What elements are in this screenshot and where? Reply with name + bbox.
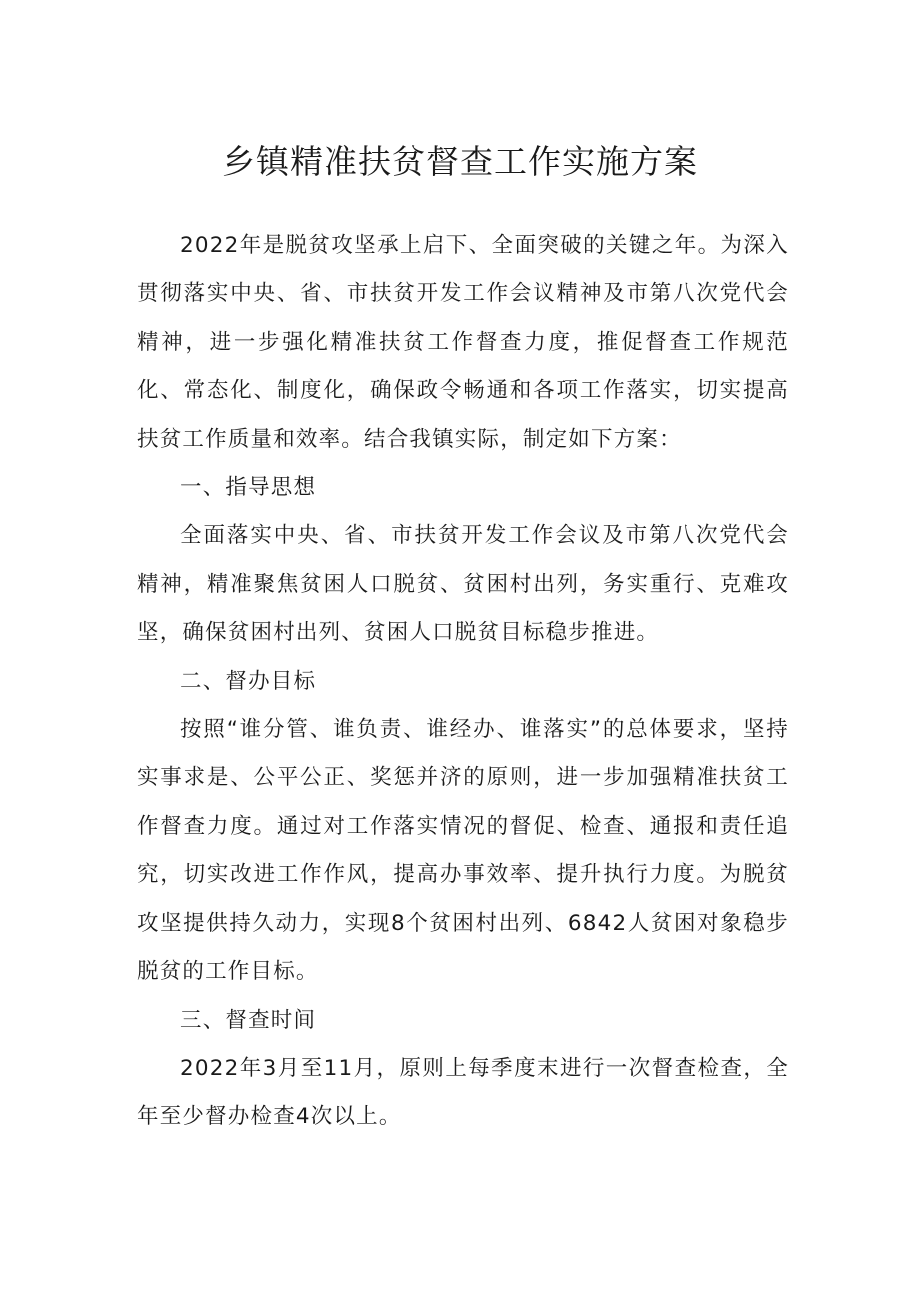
- guiding-ideology-paragraph: 全面落实中央、省、市扶贫开发工作会议及市第八次党代会精神，精准聚焦贫困人口脱贫、贫困村出列，务实重行、克难攻坚，确保贫困村出列、贫困人口脱贫目标稳步推进。: [137, 523, 789, 646]
- section-heading-supervision-goals: 二、督办目标: [180, 668, 317, 694]
- section-heading-guiding-ideology: 一、指导思想: [180, 475, 317, 501]
- document-body: [137, 222, 789, 1142]
- intro-paragraph: 2022年是脱贫攻坚承上启下、全面突破的关键之年。为深入贯彻落实中央、省、市扶贫开发工作会议精神及市第八次党代会精神，进一步强化精准扶贫工作督查力度，推促督查工作规范化、常态化、制度化，确保政令畅通和各项工作落实，切实提高扶贫工作质量和效率。结合我镇实际，制定如下方案：: [137, 233, 789, 452]
- supervision-goals-paragraph: 按照“谁分管、谁负责、谁经办、谁落实”的总体要求，坚持实事求是、公平公正、奖惩并济的原则，进一步加强精准扶贫工作督查力度。通过对工作落实情况的督促、检查、通报和责任追究，切实改进工作作风，提高办事效率、提升执行力度。为脱贫攻坚提供持久动力，实现8个贫困村出列、6842人贫困对象稳步脱贫的工作目标。: [137, 717, 789, 985]
- section-heading-inspection-time: 三、督查时间: [180, 1007, 317, 1033]
- inspection-time-paragraph: 2022年3月至11月，原则上每季度末进行一次督查检查，全年至少督办检查4次以上。: [137, 1055, 789, 1130]
- document-title: 乡镇精准扶贫督查工作实施方案: [222, 142, 698, 181]
